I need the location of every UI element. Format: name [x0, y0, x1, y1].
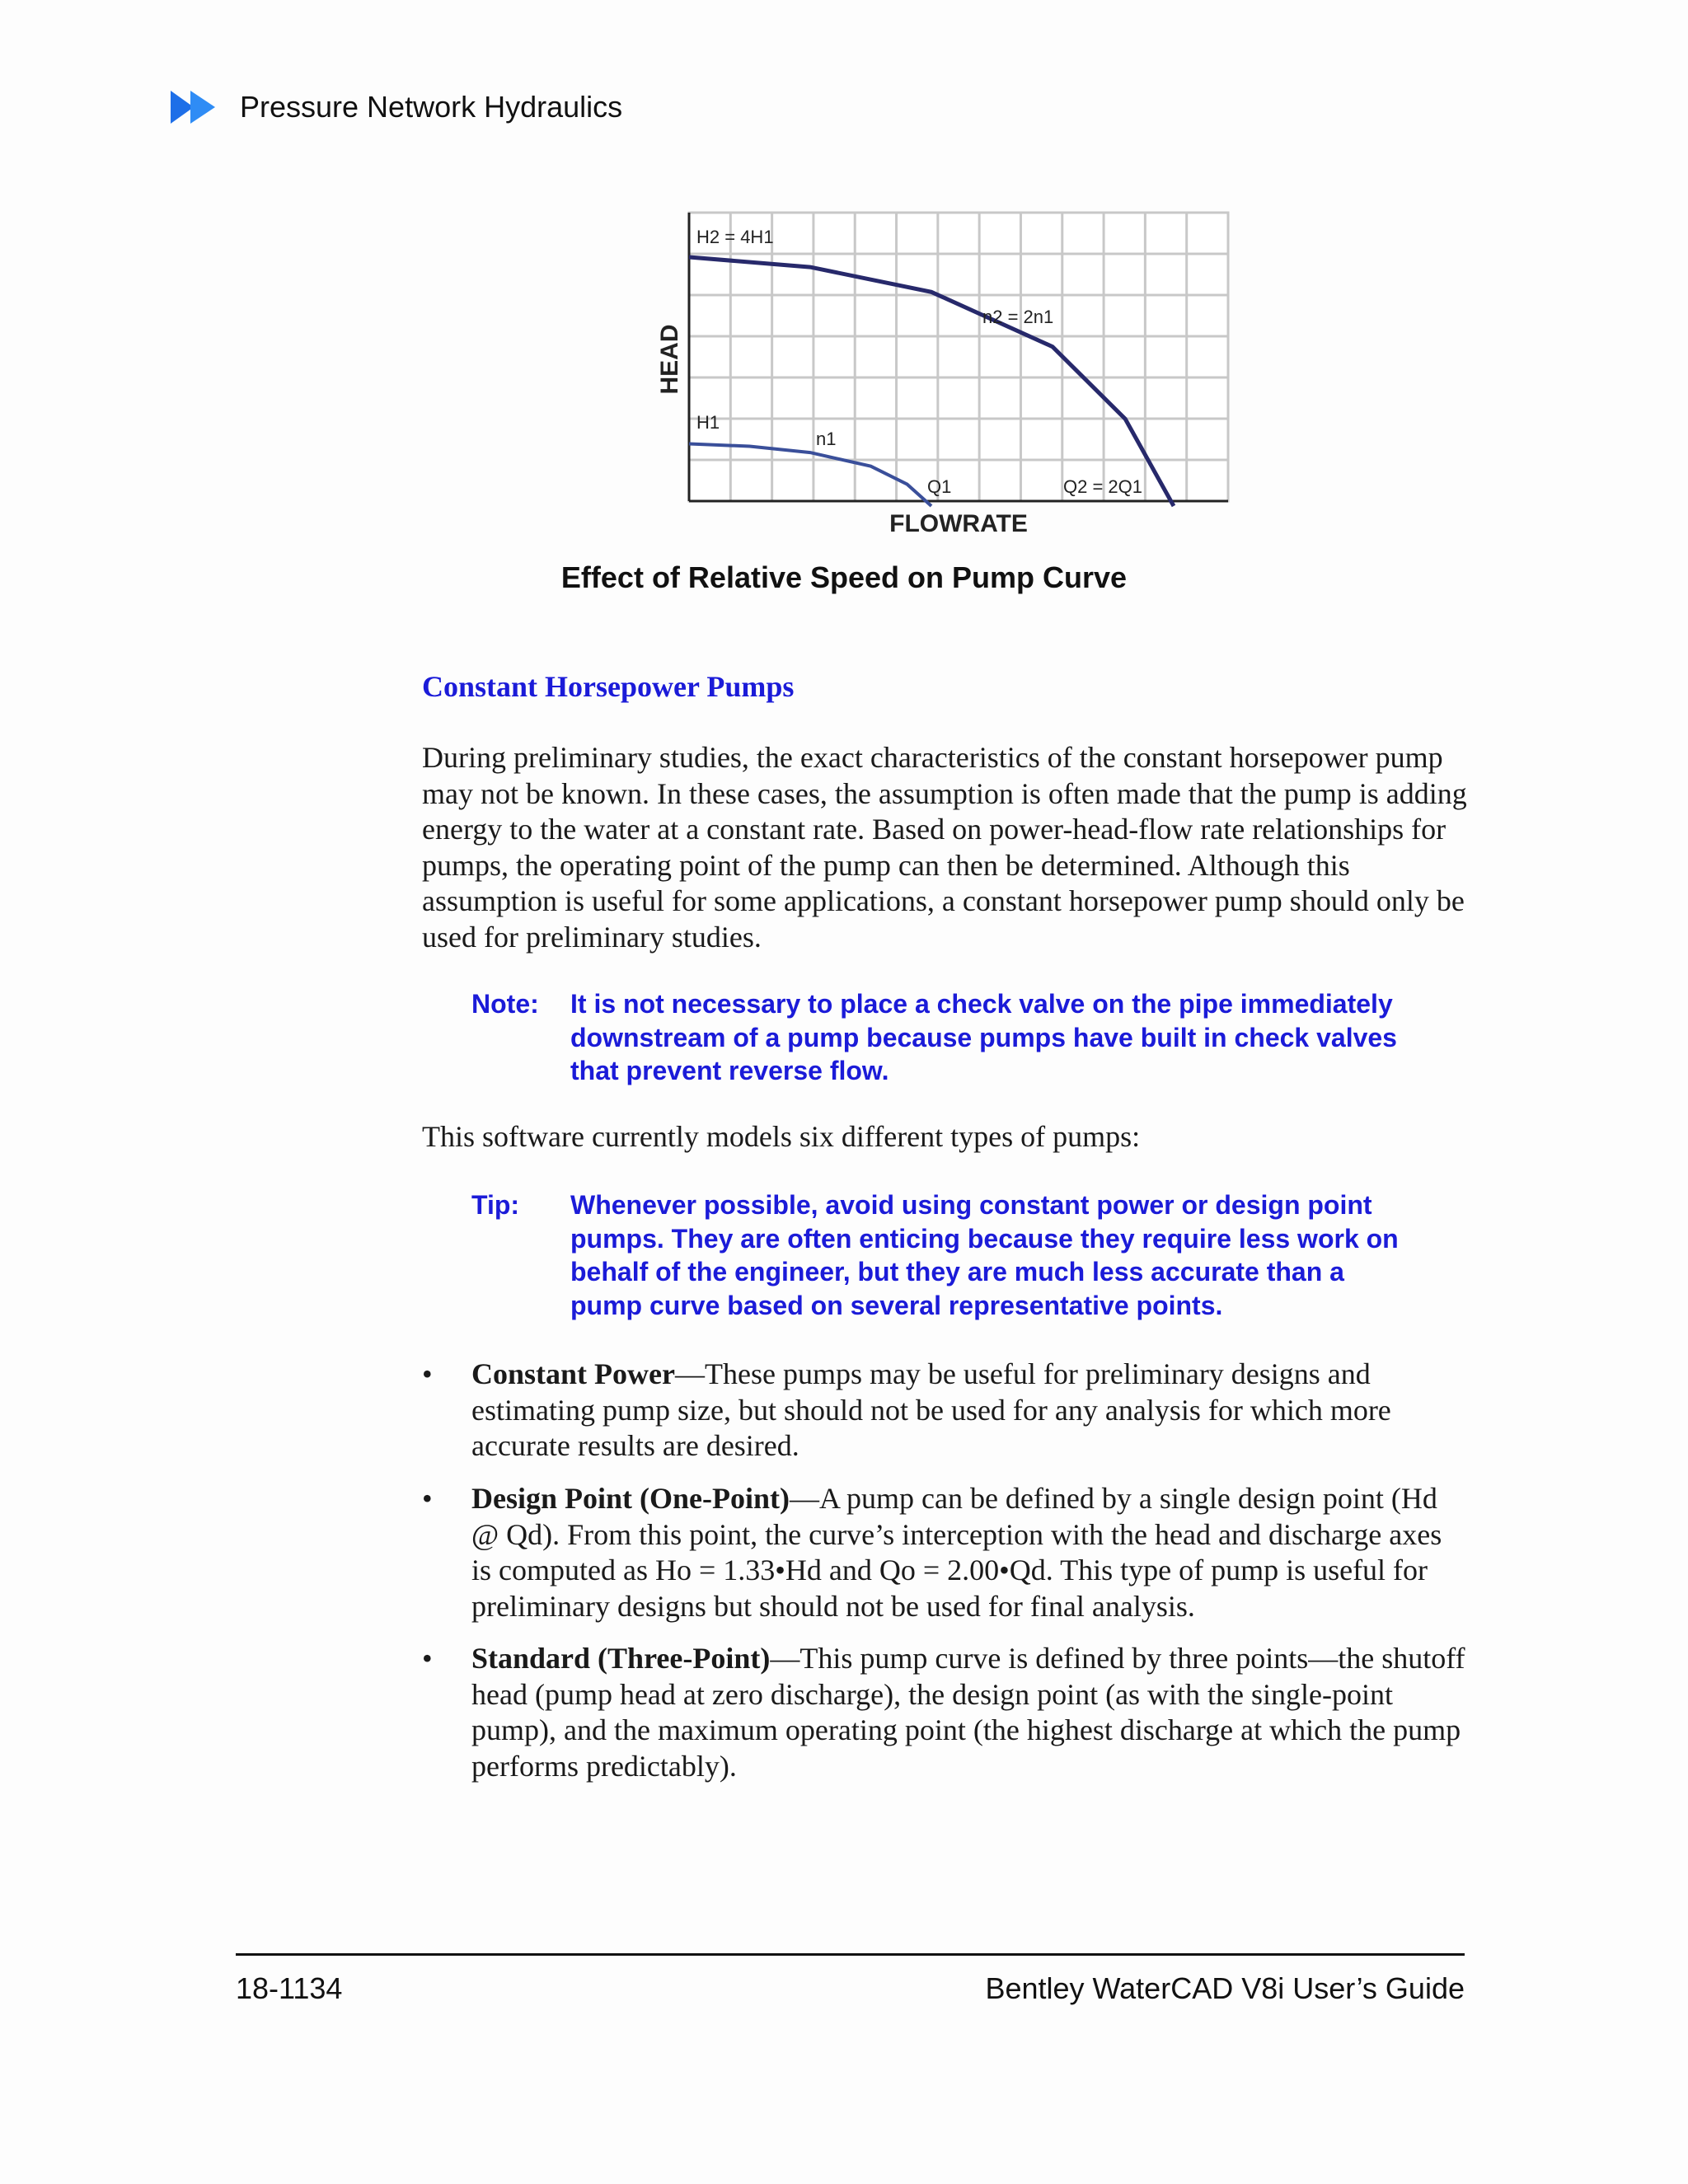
x-axis-label: FLOWRATE [889, 510, 1028, 537]
label-h2: H2 = 4H1 [696, 227, 774, 247]
guide-title: Bentley WaterCAD V8i User’s Guide [985, 1971, 1465, 2005]
bullet-term: Design Point (One-Point) [471, 1482, 790, 1515]
figure-caption: Effect of Relative Speed on Pump Curve [560, 560, 1128, 594]
bullet-marker: • [422, 1642, 433, 1675]
bullet-marker: • [422, 1357, 433, 1390]
bullet-text: —These pumps may be useful for preliminary designs and estimating pump size, but should not be used for any analysis for which more accurate results are desired. [471, 1357, 1391, 1462]
bullet-marker: • [422, 1482, 433, 1515]
pump-types-paragraph: This software currently models six different types of pumps: [422, 1120, 1141, 1153]
tip-callout [471, 1188, 1461, 1324]
bullet-text: —A pump can be defined by a single design point (Hd @ Qd). From this point, the curve’s interception with the head and discharge axes is computed as Ho = 1.33•Hd and Qo = 2.00•Qd. This type of pump is useful for preliminary designs but should not be used for final analysis. [471, 1482, 1442, 1623]
bullet-text: —This pump curve is defined by three points—the shutoff head (pump head at zero discharge), the design point (as with the single-point pump), and the maximum operating point (the highest discharge at which the pump performs predictably). [471, 1642, 1465, 1783]
label-n1: n1 [816, 429, 837, 449]
page-header [169, 89, 622, 125]
note-tag: Note: [471, 989, 539, 1019]
bullet-term: Constant Power [471, 1357, 675, 1390]
page-number: 18-1134 [236, 1971, 343, 2005]
note-text: It is not necessary to place a check valve on the pipe immediately downstream of a pump because pumps have built in check valves that prevent reverse flow. [570, 989, 1397, 1085]
footer-divider [236, 1953, 1465, 1956]
tip-text: Whenever possible, avoid using constant power or design point pumps. They are often enticing because they require less work on behalf of the engineer, but they are much less accurate than a pump curve based on several representative points. [570, 1190, 1399, 1320]
pump-curve-chart [651, 206, 1245, 552]
tip-tag: Tip: [471, 1190, 520, 1220]
label-h1: H1 [696, 412, 720, 433]
bullet-term: Standard (Three-Point) [471, 1642, 771, 1675]
pump-curve-figure [651, 206, 1245, 552]
label-q1: Q1 [927, 476, 952, 497]
section-heading: Constant Horsepower Pumps [422, 670, 795, 703]
y-axis-label: HEAD [656, 324, 683, 395]
label-n2: n2 = 2n1 [982, 307, 1054, 327]
intro-paragraph: During preliminary studies, the exact characteristics of the constant horsepower pump may not be known. In these cases, the assumption is often made that the pump is adding energy to the water at a constant rate. Based on power-head-flow rate relationships for pumps, the operating point of the pump can then be determined. Although this assumption is useful for some applications, a constant horsepower pump should only be used for preliminary studies. [422, 741, 1467, 954]
header-title: Pressure Network Hydraulics [240, 90, 623, 124]
note-callout [471, 987, 1461, 1090]
label-q2: Q2 = 2Q1 [1063, 476, 1143, 497]
double-arrow-icon [169, 89, 222, 125]
